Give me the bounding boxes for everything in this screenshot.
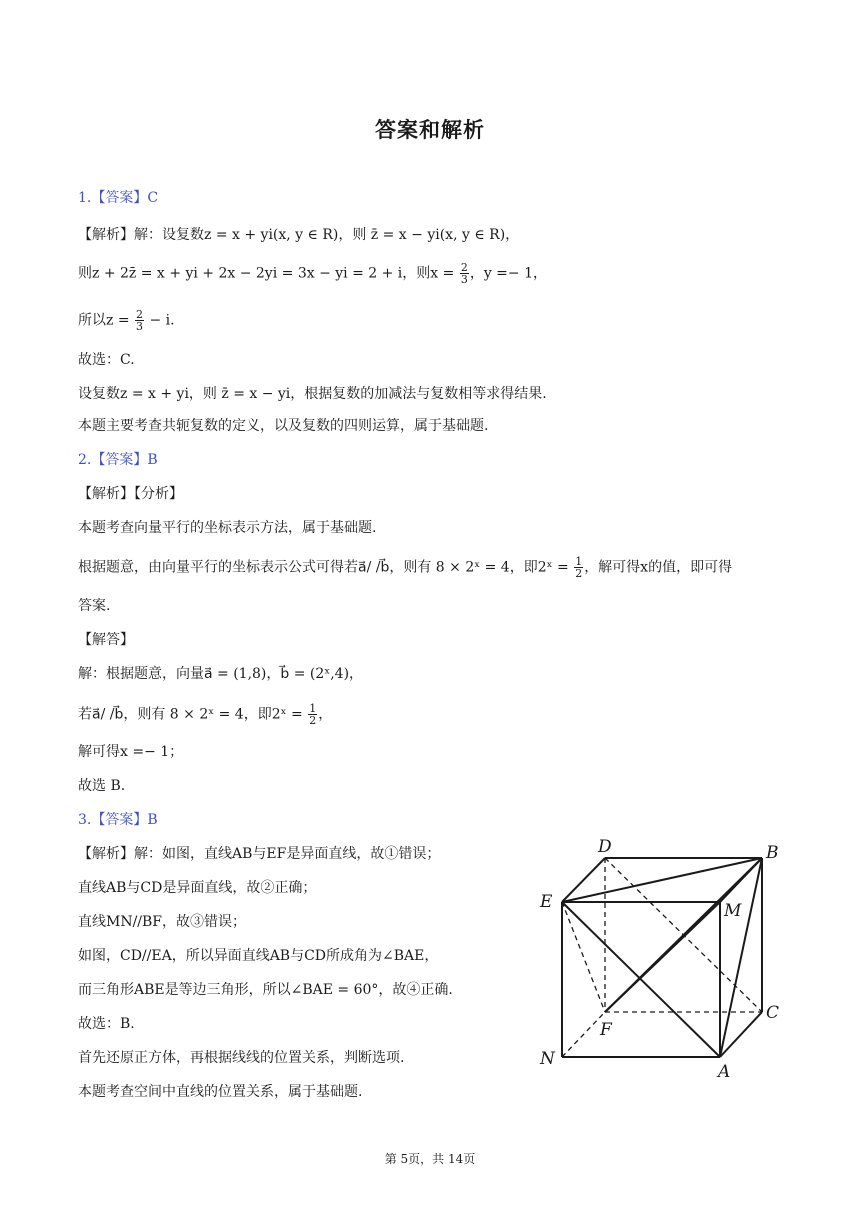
q3-answer-heading: 3.【答案】B: [78, 812, 158, 828]
fraction: $\frac{1}{2}$: [309, 702, 317, 727]
label-N: N: [540, 1049, 555, 1069]
label-C: C: [766, 1003, 780, 1023]
label-B: B: [766, 843, 779, 863]
q2-line-4: 答案.: [78, 598, 111, 614]
hidden-line-EF: [562, 902, 605, 1012]
q3-line-5: 而三角形ABE是等边三角形，所以∠BAE = 60°，故④正确.: [78, 982, 453, 998]
edge-ED: [562, 858, 605, 902]
q3-line-6: 故选：B.: [78, 1016, 135, 1032]
label-F: F: [600, 1020, 612, 1040]
q1-line-6: 本题主要考查共轭复数的定义，以及复数的四则运算，属于基础题.: [78, 418, 489, 434]
q3-line-4: 如图，CD//EA，所以异面直线AB与CD所成角为∠BAE，: [78, 948, 439, 964]
q2-line-9: 故选 B.: [78, 778, 126, 794]
q1-line-2-b: ，y =− 1，: [469, 265, 548, 282]
label-M: M: [724, 901, 742, 921]
q2-line-3: 根据题意，由向量平行的坐标表示公式可得若a⃗/ /b⃗，则有 8 × 2ˣ = 4，即2ˣ = $\frac{1}{2}$ ，解可得x的值，即可得: [78, 555, 733, 580]
label-A: A: [718, 1062, 731, 1082]
page-title: 答案和解析: [375, 118, 485, 142]
q2-line-1: 【解析】【分析】: [78, 486, 183, 502]
fraction: $\frac{1}{2}$: [575, 555, 583, 580]
q3-line-8: 本题考查空间中直线的位置关系，属于基础题.: [78, 1084, 363, 1100]
q2-answer-heading: 2.【答案】B: [78, 452, 158, 468]
q1-line-1: 【解析】解：设复数z = x + yi(x, y ∈ R)，则 z̄ = x − yi(x, y ∈ R)，: [78, 227, 520, 243]
cube-figure: [530, 832, 790, 1082]
line-BA: [720, 858, 762, 1057]
q1-line-2-a: 则z + 2z̄ = x + yi + 2x − 2yi = 3x − yi = 2 + i，则x =: [78, 265, 459, 282]
page-footer: 第 5页，共 14页: [384, 1152, 476, 1166]
q3-line-7: 首先还原正方体，再根据线线的位置关系，判断选项.: [78, 1050, 405, 1066]
q2-line-7: 若a⃗/ /b⃗，则有 8 × 2ˣ = 4，即2ˣ = $\frac{1}{2}$ ，: [78, 702, 333, 727]
edge-AC: [720, 1012, 762, 1057]
label-E: E: [540, 892, 553, 912]
label-D: D: [598, 837, 612, 857]
q2-line-6: 解：根据题意，向量a⃗ = (1,8)，b⃗ = (2ˣ,4)，: [78, 666, 364, 682]
q1-line-2: [78, 262, 547, 285]
q3-line-2: 直线AB与CD是异面直线，故②正确；: [78, 880, 317, 896]
q1-line-3: 所以z = $\frac{2}{3}$ − i.: [78, 308, 175, 333]
q2-line-5: 【解答】: [78, 632, 134, 648]
fraction: $\frac{2}{3}$: [460, 261, 468, 286]
q1-answer-heading: 1.【答案】C: [78, 190, 159, 206]
q1-line-4: 故选：C.: [78, 352, 135, 368]
q3-line-1: 【解析】解：如图，直线AB与EF是异面直线，故①错误；: [78, 846, 441, 862]
fraction: $\frac{2}{3}$: [136, 308, 144, 333]
q3-line-3: 直线MN//BF，故③错误；: [78, 914, 247, 930]
q2-line-8: 解可得x =− 1；: [78, 744, 184, 760]
q2-line-2: 本题考查向量平行的坐标表示方法，属于基础题.: [78, 520, 377, 536]
q1-line-5: 设复数z = x + yi，则 z̄ = x − yi，根据复数的加减法与复数相等求得结果.: [78, 386, 547, 402]
line-EB: [562, 858, 762, 902]
hidden-edge-NF: [562, 1012, 605, 1057]
